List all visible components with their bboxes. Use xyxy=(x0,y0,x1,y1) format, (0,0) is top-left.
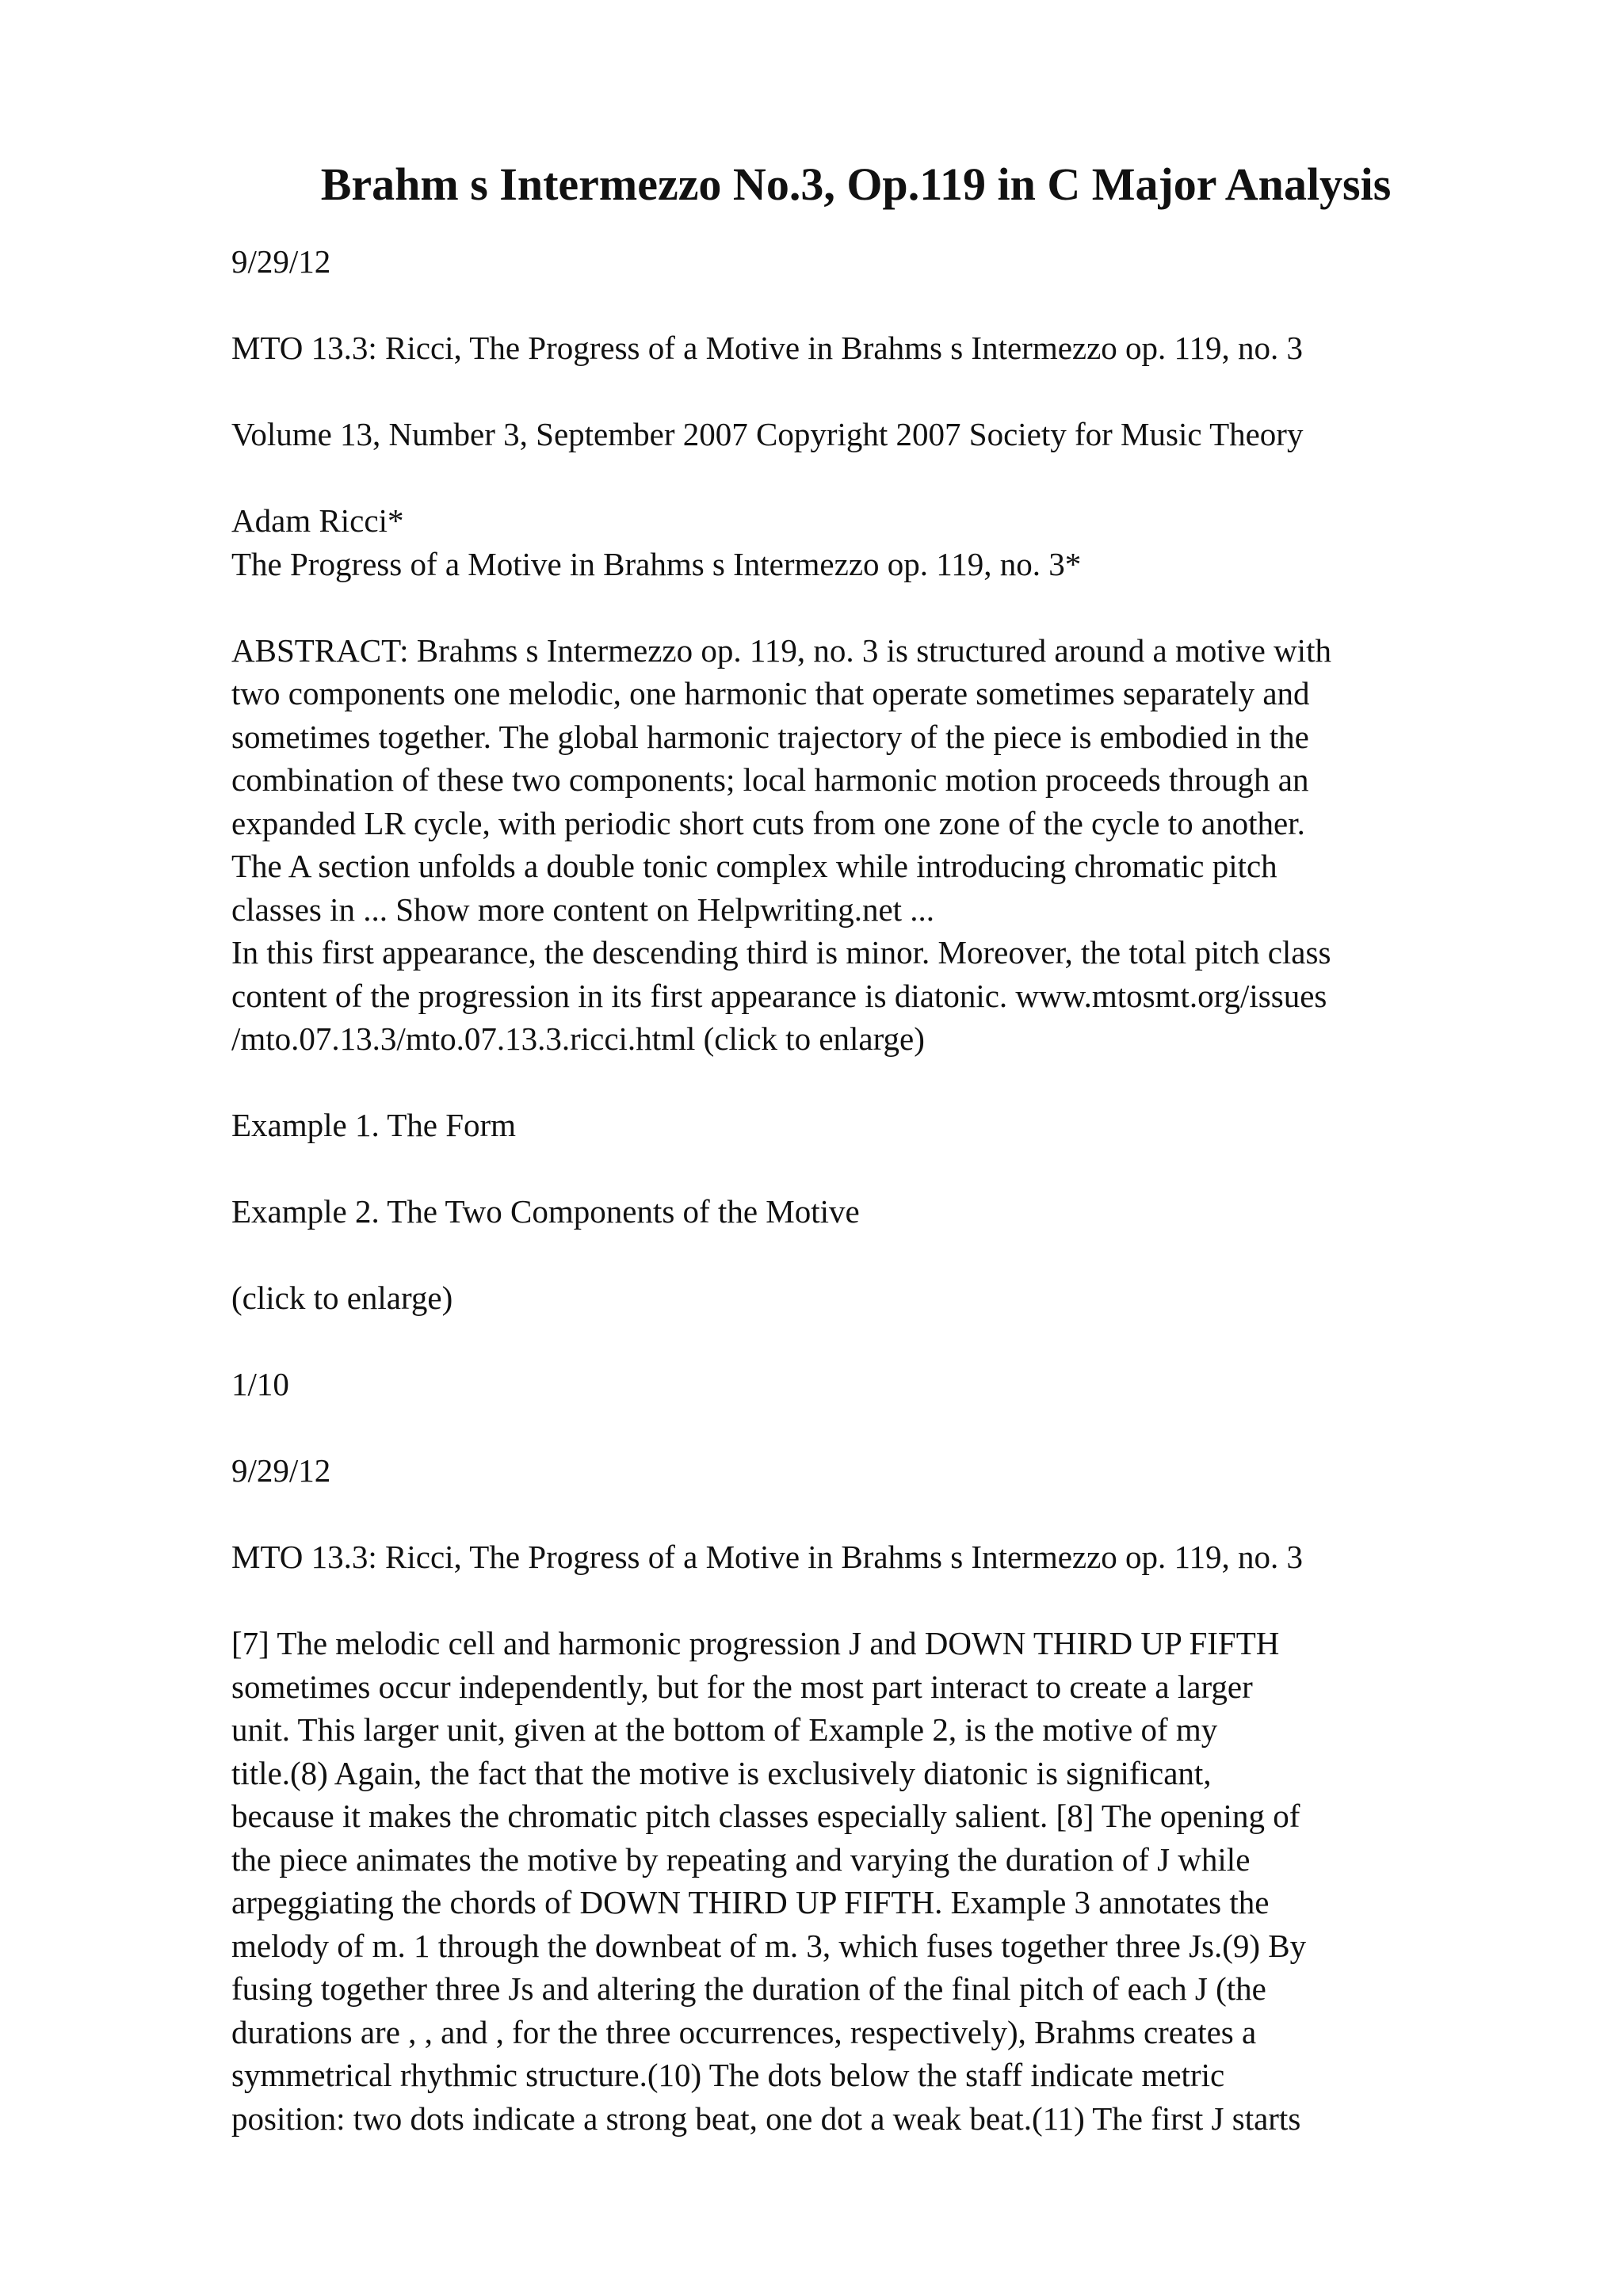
text-line: The A section unfolds a double tonic complex while introducing chromatic pitch xyxy=(231,848,1277,884)
spacer xyxy=(231,1579,1499,1623)
text-line: content of the progression in its first appearance is diatonic. www.mtosmt.org/issues xyxy=(231,977,1327,1014)
spacer xyxy=(231,1493,1499,1536)
document-body xyxy=(231,240,1499,2140)
text-line: symmetrical rhythmic structure.(10) The dots below the staff indicate metric xyxy=(231,2057,1225,2093)
spacer xyxy=(231,284,1499,327)
document-title: Brahm s Intermezzo No.3, Op.119 in C Major Analysis xyxy=(320,158,1392,210)
spacer xyxy=(231,1061,1499,1104)
page-number: 1/10 xyxy=(231,1366,289,1402)
journal-header: MTO 13.3: Ricci, The Progress of a Motive in Brahms s Intermezzo op. 119, no. 3 xyxy=(231,330,1304,366)
example-2-caption: Example 2. The Two Components of the Motive xyxy=(231,1193,860,1230)
text-line: unit. This larger unit, given at the bottom of Example 2, is the motive of my xyxy=(231,1711,1218,1748)
text-line: melody of m. 1 through the downbeat of m. 3, which fuses together three Js.(9) By xyxy=(231,1927,1307,1964)
text-line: title.(8) Again, the fact that the motive is exclusively diatonic is significant, xyxy=(231,1754,1212,1791)
text-line: In this first appearance, the descending third is minor. Moreover, the total pitch class xyxy=(231,934,1331,971)
spacer xyxy=(231,585,1499,629)
text-line: sometimes occur independently, but for the most part interact to create a larger xyxy=(231,1668,1253,1705)
text-line: expanded LR cycle, with periodic short cuts from one zone of the cycle to another. xyxy=(231,804,1305,841)
spacer xyxy=(231,370,1499,414)
text-line: because it makes the chromatic pitch classes especially salient. [8] The opening of xyxy=(231,1798,1300,1834)
text-line: fusing together three Js and altering the duration of the final pitch of each J (the xyxy=(231,1970,1266,2007)
spacer xyxy=(231,1234,1499,1277)
text-line: ABSTRACT: Brahms s Intermezzo op. 119, no. 3 is structured around a motive with xyxy=(231,631,1331,669)
text-line: classes in ... Show more content on Helpwriting.net ... xyxy=(231,891,935,928)
date-line: 9/29/12 xyxy=(231,1452,331,1489)
volume-line: Volume 13, Number 3, September 2007 Copyright 2007 Society for Music Theory xyxy=(231,416,1304,452)
text-line: two components one melodic, one harmonic that operate sometimes separately and xyxy=(231,675,1310,711)
body-paragraph xyxy=(231,1622,1499,2140)
spacer xyxy=(231,1147,1499,1191)
text-line: combination of these two components; local harmonic motion proceeds through an xyxy=(231,761,1309,798)
click-to-enlarge-text: (click to enlarge) xyxy=(231,1280,453,1316)
text-line: /mto.07.13.3/mto.07.13.3.ricci.html (click to enlarge) xyxy=(231,1020,925,1057)
abstract-paragraph xyxy=(231,629,1499,932)
text-line: sometimes together. The global harmonic trajectory of the piece is embodied in the xyxy=(231,718,1309,755)
journal-header: MTO 13.3: Ricci, The Progress of a Motive in Brahms s Intermezzo op. 119, no. 3 xyxy=(231,1539,1304,1575)
text-line: arpeggiating the chords of DOWN THIRD UP FIFTH. Example 3 annotates the xyxy=(231,1884,1270,1920)
text-line: [7] The melodic cell and harmonic progression J and DOWN THIRD UP FIFTH xyxy=(231,1625,1280,1661)
spacer xyxy=(231,1320,1499,1363)
spacer xyxy=(231,456,1499,500)
author-line: Adam Ricci* xyxy=(231,502,404,539)
example-1-caption: Example 1. The Form xyxy=(231,1107,517,1143)
text-line: durations are , , and , for the three occurrences, respectively), Brahms creates a xyxy=(231,2013,1257,2050)
text-line: the piece animates the motive by repeating and varying the duration of J while xyxy=(231,1840,1251,1878)
article-title-line: The Progress of a Motive in Brahms s Intermezzo op. 119, no. 3* xyxy=(231,545,1082,582)
date-line: 9/29/12 xyxy=(231,243,331,280)
spacer xyxy=(231,1406,1499,1450)
appearance-paragraph xyxy=(231,931,1499,1061)
text-line: position: two dots indicate a strong beat, one dot a weak beat.(11) The first J starts xyxy=(231,2100,1301,2137)
